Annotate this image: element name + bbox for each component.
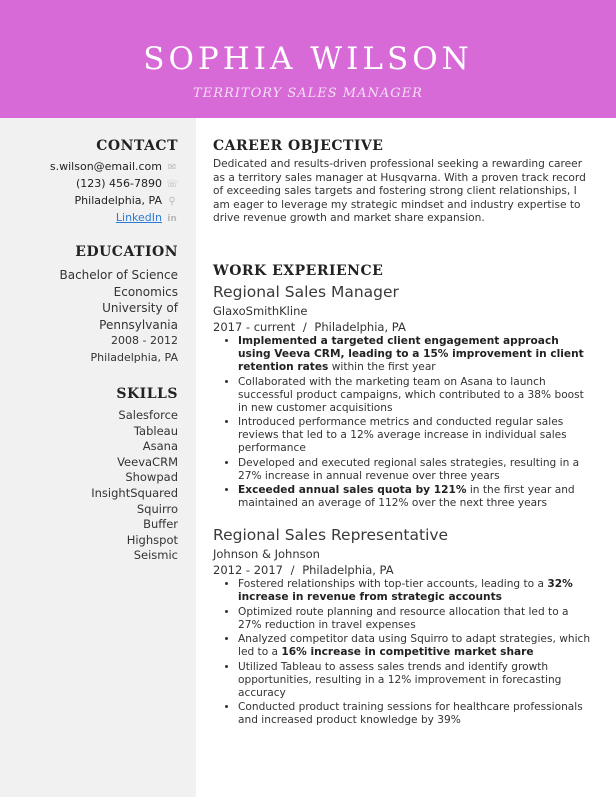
experience-heading: WORK EXPERIENCE bbox=[213, 263, 384, 279]
education-heading: EDUCATION bbox=[75, 244, 178, 260]
phone-icon: ☏ bbox=[166, 179, 179, 190]
email-text: s.wilson@email.com bbox=[49, 160, 162, 173]
job-bullet: • Fostered relationships with top-tier accounts, leading to a 32% increase in revenue from strategic accounts bbox=[238, 578, 593, 604]
skill-item: VeevaCRM bbox=[117, 454, 178, 469]
school-line-1: University of bbox=[102, 301, 178, 315]
contact-heading: CONTACT bbox=[96, 138, 178, 154]
school-line-2: Pennsylvania bbox=[99, 317, 178, 332]
job-bullet: • Exceeded annual sales quota by 121% in the first year and maintained an average of 112% over the next three years bbox=[238, 484, 593, 510]
map-pin-icon: ⚲ bbox=[168, 196, 176, 207]
meta-separator: / bbox=[290, 563, 295, 577]
job-company: Johnson & Johnson bbox=[213, 547, 320, 561]
job-location: Philadelphia, PA bbox=[314, 320, 406, 334]
linkedin-link[interactable]: LinkedIn bbox=[115, 211, 162, 224]
skills-heading: SKILLS bbox=[116, 386, 178, 402]
job-entry bbox=[213, 283, 593, 510]
contact-linkedin[interactable] bbox=[0, 210, 178, 227]
degree: Bachelor of Science bbox=[59, 268, 178, 282]
sidebar bbox=[0, 118, 196, 797]
experience-section bbox=[213, 263, 593, 729]
job-dates: 2017 - current bbox=[213, 320, 296, 334]
education-dates: 2008 - 2012 bbox=[111, 334, 178, 347]
job-bullet: • Utilized Tableau to assess sales trends and identify growth opportunities, resulting in a 12% improvement in forecasting accuracy bbox=[238, 661, 593, 700]
header-banner bbox=[0, 0, 616, 118]
skill-item: InsightSquared bbox=[91, 485, 178, 500]
job-meta bbox=[213, 319, 593, 335]
skill-item: Squirro bbox=[136, 501, 178, 516]
meta-separator: / bbox=[302, 320, 307, 334]
candidate-name: SOPHIA WILSON bbox=[143, 41, 473, 77]
location-text: Philadelphia, PA bbox=[74, 194, 162, 207]
skill-item: Seismic bbox=[133, 548, 178, 563]
job-location: Philadelphia, PA bbox=[302, 563, 394, 577]
job-position: Regional Sales Representative bbox=[213, 526, 449, 544]
linkedin-icon: in bbox=[167, 214, 177, 224]
job-bullets bbox=[213, 578, 593, 727]
skill-item: Salesforce bbox=[118, 408, 178, 422]
job-meta bbox=[213, 562, 593, 578]
job-bullets bbox=[213, 335, 593, 510]
contact-section bbox=[0, 138, 178, 227]
job-bullet: • Conducted product training sessions for healthcare professionals and increased product knowledge by 39% bbox=[238, 701, 593, 727]
job-bullet: • Analyzed competitor data using Squirro to adapt strategies, which led to a 16% increase in competitive market share bbox=[238, 633, 593, 659]
education-section bbox=[0, 244, 178, 366]
envelope-icon: ✉ bbox=[167, 162, 177, 173]
job-bullet: • Optimized route planning and resource allocation that led to a 27% reduction in travel expenses bbox=[238, 606, 593, 632]
job-dates: 2012 - 2017 bbox=[213, 563, 283, 577]
contact-location bbox=[0, 193, 178, 210]
phone-text: (123) 456-7890 bbox=[75, 177, 162, 190]
job-company: GlaxoSmithKline bbox=[213, 304, 308, 318]
job-bullet: • Implemented a targeted client engagement approach using Veeva CRM, leading to a 15% improvement in client retention rates within the first year bbox=[238, 335, 593, 374]
skill-item: Tableau bbox=[133, 423, 178, 438]
contact-phone[interactable] bbox=[0, 176, 178, 193]
job-position: Regional Sales Manager bbox=[213, 283, 399, 301]
job-title-heading: TERRITORY SALES MANAGER bbox=[193, 86, 423, 101]
skill-item: Showpad bbox=[125, 470, 178, 485]
job-bullet: • Developed and executed regional sales strategies, resulting in a 27% increase in annual revenue over three years bbox=[238, 457, 593, 483]
job-bullet: • Collaborated with the marketing team on Asana to launch successful product campaigns, which contributed to a 38% boost in new customer acquisitions bbox=[238, 376, 593, 415]
skill-item: Asana bbox=[142, 439, 178, 454]
skill-item: Buffer bbox=[143, 517, 178, 532]
objective-section bbox=[213, 138, 593, 226]
skill-item: Highspot bbox=[126, 532, 178, 547]
objective-text: Dedicated and results-driven professional seeking a rewarding career as a territory sales manager at Husqvarna. With a proven track record of exceeding sales targets and fostering strong client relationships, I am eager to leverage my strategic mindset and industry expertise to drive revenue growth and market share expansion. bbox=[213, 158, 586, 224]
education-location: Philadelphia, PA bbox=[90, 350, 178, 364]
objective-heading: CAREER OBJECTIVE bbox=[213, 138, 384, 154]
contact-email[interactable] bbox=[0, 159, 178, 176]
job-bullet: • Introduced performance metrics and conducted regular sales reviews that led to a 12% average increase in individual sales performance bbox=[238, 416, 593, 455]
field-of-study: Economics bbox=[113, 284, 178, 299]
skills-section bbox=[0, 386, 178, 564]
job-entry bbox=[213, 526, 593, 727]
